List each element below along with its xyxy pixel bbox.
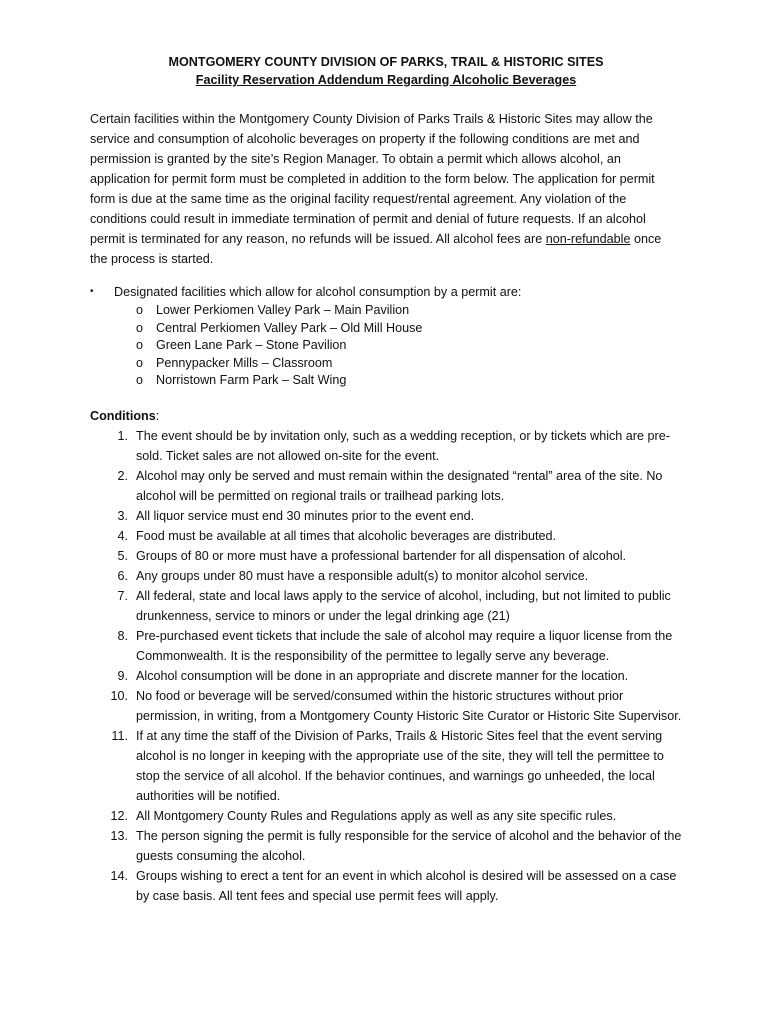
facilities-bullet	[90, 282, 682, 302]
conditions-heading-text: Conditions	[90, 408, 156, 423]
facility-name: Norristown Farm Park – Salt Wing	[156, 373, 347, 387]
condition-text: Food must be available at all times that alcoholic beverages are distributed.	[136, 528, 557, 543]
list-item	[90, 566, 682, 586]
condition-number: 3.	[117, 508, 128, 523]
condition-text: If at any time the staff of the Division of Parks, Trails & Historic Sites feel that the event serving alcohol is no longer in keeping with the appropriate use of the site, they will tell the permittee to stop the service of all alcohol. If the behavior continues, and warnings go unheeded, the local authorities will be notified.	[136, 728, 664, 803]
intro-underlined-text: non-refundable	[545, 232, 631, 246]
facilities-list	[90, 302, 682, 390]
condition-number: 14.	[110, 868, 128, 883]
list-item	[90, 806, 682, 826]
sub-bullet-icon: o	[136, 338, 144, 352]
list-item	[90, 586, 682, 626]
facility-name: Central Perkiomen Valley Park – Old Mill House	[156, 320, 423, 335]
condition-text: All federal, state and local laws apply to the service of alcohol, including, but not limited to public drunkenness, service to minors or under the legal drinking age (21)	[136, 588, 671, 623]
condition-number: 12.	[110, 808, 128, 823]
condition-text: No food or beverage will be served/consumed within the historic structures without prior permission, in writing, from a Montgomery County Historic Site Curator or Historic Site Supervisor.	[136, 688, 682, 723]
condition-number: 1.	[117, 428, 128, 443]
condition-text: Alcohol may only be served and must remain within the designated “rental” area of the site. No alcohol will be permitted on regional trails or trailhead parking lots.	[136, 468, 663, 503]
list-item	[90, 546, 682, 566]
condition-text: All liquor service must end 30 minutes prior to the event end.	[136, 508, 475, 523]
bullet-icon: •	[90, 286, 94, 297]
condition-text: All Montgomery County Rules and Regulations apply as well as any site specific rules.	[136, 808, 617, 823]
facilities-heading: Designated facilities which allow for alcohol consumption by a permit are:	[114, 285, 522, 299]
sub-bullet-icon: o	[136, 355, 144, 370]
list-item	[90, 426, 682, 466]
condition-number: 10.	[110, 688, 128, 703]
condition-number: 9.	[117, 668, 128, 683]
condition-text: Groups wishing to erect a tent for an event in which alcohol is desired will be assessed on a case by case basis. All tent fees and special use permit fees will apply.	[136, 868, 677, 903]
document-subtitle: Facility Reservation Addendum Regarding Alcoholic Beverages	[195, 73, 577, 87]
intro-tail-text: once the process is started.	[90, 232, 662, 266]
list-item	[90, 866, 682, 906]
sub-bullet-icon: o	[136, 373, 144, 387]
list-item	[90, 666, 682, 686]
list-item	[90, 506, 682, 526]
intro-paragraph	[90, 109, 682, 269]
condition-text: Pre-purchased event tickets that include the sale of alcohol may require a liquor license from the Commonwealth. It is the responsibility of the permittee to legally serve any beverage.	[136, 628, 673, 663]
condition-number: 5.	[117, 548, 128, 563]
conditions-heading-colon: :	[155, 408, 160, 423]
condition-text: The event should be by invitation only, such as a wedding reception, or by tickets which are pre-sold. Ticket sales are not allowed on-site for the event.	[136, 428, 670, 463]
condition-text: The person signing the permit is fully responsible for the service of alcohol and the behavior of the guests consuming the alcohol.	[136, 828, 682, 863]
list-item	[90, 337, 682, 355]
list-item	[90, 526, 682, 546]
condition-number: 7.	[117, 588, 128, 603]
condition-number: 4.	[117, 528, 128, 543]
facility-name: Green Lane Park – Stone Pavilion	[156, 338, 347, 352]
list-item	[90, 320, 682, 338]
sub-bullet-icon: o	[136, 303, 144, 317]
list-item	[90, 726, 682, 806]
facility-name: Lower Perkiomen Valley Park – Main Pavilion	[156, 303, 410, 317]
list-item	[90, 355, 682, 373]
list-item	[90, 686, 682, 726]
condition-number: 2.	[117, 468, 128, 483]
conditions-heading	[90, 406, 682, 426]
list-item	[90, 372, 682, 390]
list-item	[90, 302, 682, 320]
condition-number: 8.	[117, 628, 128, 643]
conditions-list	[90, 426, 682, 906]
document-title: MONTGOMERY COUNTY DIVISION OF PARKS, TRAIL & HISTORIC SITES	[168, 55, 604, 69]
condition-text: Groups of 80 or more must have a professional bartender for all dispensation of alcohol.	[136, 548, 627, 563]
condition-text: Any groups under 80 must have a responsible adult(s) to monitor alcohol service.	[136, 568, 589, 583]
condition-text: Alcohol consumption will be done in an appropriate and discrete manner for the location.	[136, 668, 629, 683]
list-item	[90, 826, 682, 866]
list-item	[90, 626, 682, 666]
condition-number: 11.	[111, 728, 128, 743]
condition-number: 13.	[110, 828, 128, 843]
condition-number: 6.	[117, 568, 128, 583]
list-item	[90, 466, 682, 506]
intro-text: Certain facilities within the Montgomery County Division of Parks Trails & Historic Sites may allow the service and consumption of alcoholic beverages on property if the following conditions are met and permission is granted by the site’s Region Manager. To obtain a permit which allows alcohol, an application for permit form must be completed in addition to the form below. The application for permit form is due at the same time as the original facility request/rental agreement. Any violation of the conditions could result in immediate termination of permit and denial of future requests. If an alcohol permit is terminated for any reason, no refunds will be issued. All alcohol fees are	[90, 112, 655, 246]
sub-bullet-icon: o	[136, 320, 144, 335]
facility-name: Pennypacker Mills – Classroom	[156, 355, 333, 370]
